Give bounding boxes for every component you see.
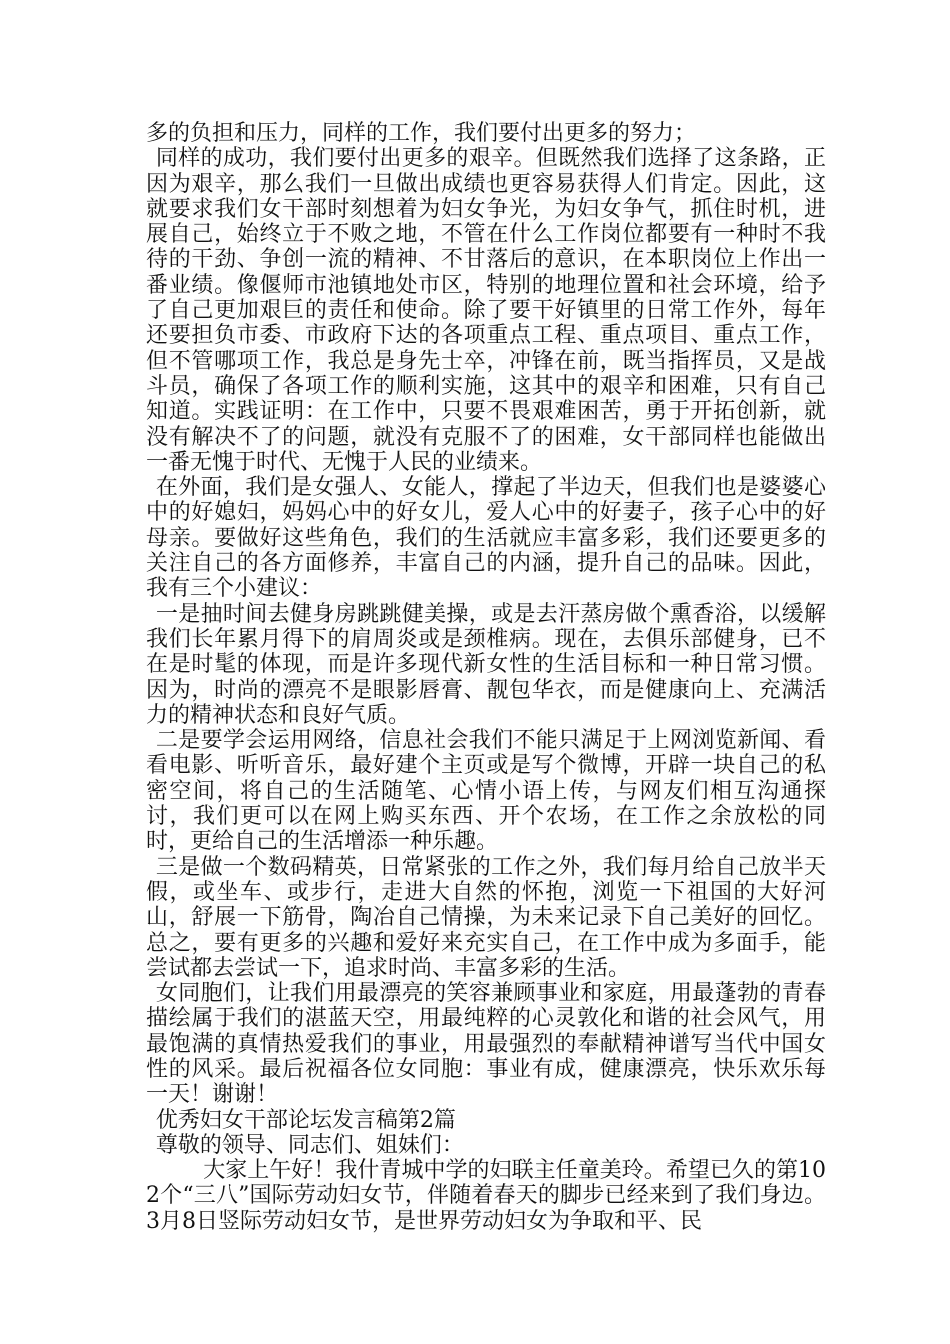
paragraph-suggestion-internet: 二是要学会运用网络，信息社会我们不能只满足于上网浏览新闻、看看电影、听听音乐，最好建个主页或是写个微博，开辟一块自己的私密空间，将自己的生活随笔、心情小语上传，与网友们相互沟通探讨，我们更可以在网上购买东西、开个农场，在工作之余放松的同时，更给自己的生活增添一种乐趣。 bbox=[146, 728, 826, 855]
document-body bbox=[146, 121, 826, 1234]
paragraph-success-hardship: 同样的成功，我们要付出更多的艰辛。但既然我们选择了这条路，正因为艰辛，那么我们一旦做出成绩也更容易获得人们肯定。因此，这就要求我们女干部时刻想着为妇女争光，为妇女争气，抓住时机，进展自己，始终立于不败之地，不管在什么工作岗位都要有一种时不我待的干劲、争创一流的精神、不甘落后的意识，在本职岗位上作出一番业绩。像偃师市池镇地处市区，特别的地理位置和社会环境，给予了自己更加艰巨的责任和使命。除了要干好镇里的日常工作外，每年还要担负市委、市政府下达的各项重点工程、重点项目、重点工作，但不管哪项工作，我总是身先士卒，冲锋在前，既当指挥员，又是战斗员，确保了各项工作的顺利实施，这其中的艰辛和困难，只有自己知道。实践证明：在工作中，只要不畏艰难困苦，勇于开拓创新，就没有解决不了的问题，就没有克服不了的困难，女干部同样也能做出一番无愧于时代、无愧于人民的业绩来。 bbox=[146, 146, 826, 475]
salutation: 尊敬的领导、同志们、姐妹们： bbox=[155, 1132, 464, 1158]
section-title: 优秀妇女干部论坛发言稿第2篇 bbox=[155, 1107, 456, 1133]
paragraph-suggestion-travel: 三是做一个数码精英，日常紧张的工作之外，我们每月给自己放半天假，或坐车、或步行，走进大自然的怀抱，浏览一下祖国的大好河山，舒展一下筋骨，陶冶自己情操，为未来记录下自己美好的回忆。总之，要有更多的兴趣和爱好来充实自己，在工作中成为多面手，能尝试都去尝试一下，追求时尚、丰富多彩的生活。 bbox=[146, 854, 826, 981]
paragraph-suggestion-fitness: 一是抽时间去健身房跳跳健美操，或是去汗蒸房做个熏香浴，以缓解我们长年累月得下的肩周炎或是颈椎病。现在，去俱乐部健身，已不在是时髦的体现，而是许多现代新女性的生活目标和一种日常习惯。因为，时尚的漂亮不是眼影唇膏、靓包华衣，而是健康向上、充满活力的精神状态和良好气质。 bbox=[146, 601, 826, 728]
paragraph-opening-greeting: 大家上午好！我什青城中学的妇联主任童美玲。希望已久的第102个“三八”国际劳动妇女节，伴随着春天的脚步已经来到了我们身边。3月8日竖际劳动妇女节，是世界劳动妇女为争取和平、民 bbox=[146, 1158, 826, 1234]
paragraph-continuation: 多的负担和压力，同样的工作，我们要付出更多的努力； bbox=[146, 121, 697, 146]
paragraph-family-roles: 在外面，我们是女强人、女能人，撑起了半边天，但我们也是婆婆心中的好媳妇，妈妈心中的好女儿，爱人心中的好妻子，孩子心中的好母亲。要做好这些角色，我们的生活就应丰富多彩，我们还要更多的关注自己的各方面修养，丰富自己的内涵，提升自己的品味。因此，我有三个小建议： bbox=[146, 475, 826, 602]
paragraph-closing-wishes: 女同胞们，让我们用最漂亮的笑容兼顾事业和家庭，用最蓬勃的青春描绘属于我们的湛蓝天空，用最纯粹的心灵敦化和谐的社会风气，用最饱满的真情热爱我们的事业，用最强烈的奉献精神谱写当代中国女性的风采。最后祝福各位女同胞：事业有成，健康漂亮，快乐欢乐每一天！谢谢！ bbox=[146, 981, 826, 1108]
